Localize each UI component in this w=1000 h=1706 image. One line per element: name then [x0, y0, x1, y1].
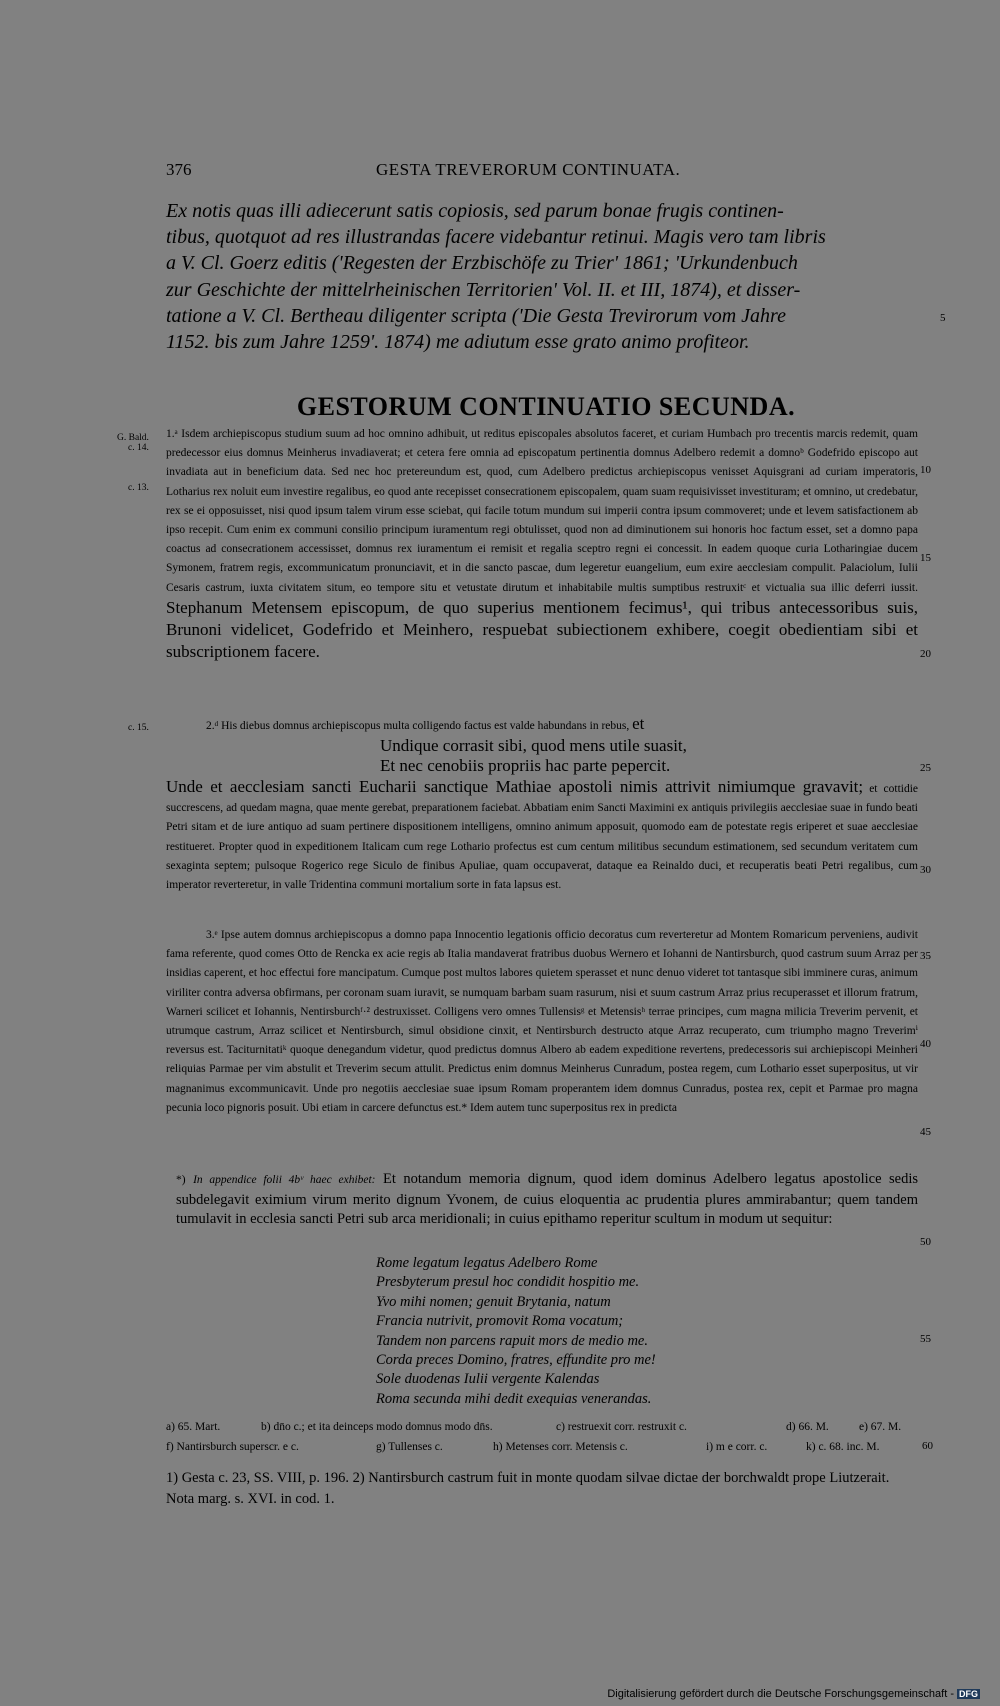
para1-large-text: Stephanum Metensem episcopum, de quo superius mentionem fecimus¹, qui tribus antecessoribus suis, Brunoni videlicet, Godefrido et Meinhero, respuebat subiectionem exhibere, coegit obedientiam sibi et subscriptionem facere.: [166, 597, 918, 662]
epitaph-line: Francia nutrivit, promovit Roma vocatum;: [376, 1313, 624, 1330]
epitaph-line: Rome legatum legatus Adelbero Rome: [376, 1255, 598, 1271]
epitaph-line: Presbyterum presul hoc condidit hospitio me.: [376, 1274, 640, 1291]
verse-line: Undique corrasit sibi, quod mens utile suasit,: [380, 736, 687, 755]
variant-note: f) Nantirsburch superscr. e c.: [166, 1440, 299, 1453]
credit-text: Digitalisierung gefördert durch die Deutsche Forschungsgemeinschaft -: [607, 1688, 954, 1700]
variant-note: g) Tullenses c.: [376, 1440, 443, 1453]
epitaph-verse: [376, 1254, 656, 1409]
line-number: 5: [940, 312, 946, 324]
line-number: 60: [922, 1440, 933, 1452]
line-number: 35: [920, 950, 931, 962]
variant-notes: [166, 1418, 920, 1457]
section-title: GESTORUM CONTINUATIO SECUNDA.: [296, 392, 796, 421]
page-number: 376: [166, 160, 192, 179]
side-ref: c. 15.: [128, 723, 149, 733]
paragraph-2-body: [166, 777, 918, 895]
line-number: 45: [920, 1126, 931, 1138]
digitization-credit: [607, 1688, 980, 1700]
variant-note: a) 65. Mart.: [166, 1421, 221, 1433]
variant-note: i) m e corr. c.: [706, 1440, 768, 1453]
side-ref: c. 14.: [128, 443, 149, 453]
side-ref: c. 13.: [128, 483, 149, 493]
line-number: 20: [920, 648, 931, 660]
line-number: 55: [920, 1333, 931, 1345]
notes-text: 1) Gesta c. 23, SS. VIII, p. 196. 2) Nantirsburch castrum fuit in monte quodam silvae dictae der borchwaldt prope Liutzerait. Nota marg. s. XVI. in cod. 1.: [166, 1470, 890, 1507]
epitaph-line: Sole duodenas Iulii vergente Kalendas: [376, 1371, 600, 1388]
intro-line: Ex notis quas illi adiecerunt satis copiosis, sed parum bonae frugis continen-: [166, 200, 784, 222]
para2-text: 2.ᵈ His diebus domnus archiepiscopus multa colligendo factus est valde habundans in rebus,: [206, 720, 630, 732]
verse-block: [380, 736, 687, 775]
intro-line: tatione a V. Cl. Bertheau diligenter scripta ('Die Gesta Trevirorum vom Jahre: [166, 304, 786, 327]
footnote-star: [176, 1170, 918, 1230]
variant-note: h) Metenses corr. Metensis c.: [493, 1440, 628, 1453]
footnote-text: Et notandum memoria dignum, quod idem dominus Adelbero legatus apostolice sedis subdelegavit eximium virum merito dignum Yvonem, de cuius eloquentia ac prudentia plures ammirabantur; quem tandem tumulavit in ecclesia sancti Petri sub arca meridionali; in cuius epithamo reperitur scultum in modum ut sequitur:: [176, 1171, 919, 1228]
dfg-logo: DFG: [959, 1689, 978, 1699]
paragraph-2-intro: [166, 714, 918, 736]
line-number: 30: [920, 864, 931, 876]
running-title: GESTA TREVERORUM CONTINUATA.: [376, 160, 681, 179]
paragraph-1: [166, 425, 918, 664]
epitaph-line: Yvo mihi nomen; genuit Brytania, natum: [376, 1293, 611, 1310]
para1-text: 1.ᵃ Isdem archiepiscopus studium suum ad hoc omnino adhibuit, ut reditus episcopales absolutos faceret, et curiam Humbach pro trecentis marcis redemit, quam predecessor eius domnus Meinherus invadiaverat; et cetera fere omnia ad episcopatum pertinentia domnus Adelbero redemit a domnoᵇ Godefrido episcopo aut invadiata aut in beneficium data. Sed nec hoc pretereundum est, quod, cum Adelbero predictus archiepiscopus venisset Aquisgrani ad curiam imperatoris, Lotharius rex noluit eum investire regalibus, eo quod ante recepisset consecrationem episcopalem, quam suam requisivisset investituram; et omnino, ut credebatur, rex se ei opposuisset, nisi quod ipsum talem virum esse sciebat, qui facile totum mundum sui imperii contra ipsum commoveret; unde et levem satisfactionem ab ipso recepit. Cum enim ex communi consilio principum iuramentum regi obtulisset, quod non ad diminutionem sui honoris hoc factum esset, set a domno papa coactus ad consecrationem accessisset, domnus rex iuramentum ei remisit et regalia sceptro regni ei concessit. In eadem quoque curia Lotharingiae ducem Symonem, fratrem regis, excommunicatum pronunciavit, et in die sancto pascae, dum legeretur euangelium, eum exire aecclesiam compulit. Palaciolum, Iulii Cesaris castrum, iuxta civitatem situm, eo tempore situ et vetustate dirutum et inhabitabile multis sumptibus restruxitᶜ et victualia sua illic deferri iussit.: [166, 428, 918, 594]
side-ref: G. Bald.: [117, 433, 149, 443]
intro-line: zur Geschichte der mittelrheinischen Territorien' Vol. II. et III, 1874), et disser-: [166, 278, 801, 301]
line-number: 25: [920, 762, 931, 774]
variant-note: k) c. 68. inc. M.: [806, 1440, 880, 1453]
variant-note: d) 66. M.: [786, 1421, 829, 1433]
intro-line: 1152. bis zum Jahre 1259'. 1874) me adiutum esse grato animo profiteor.: [166, 331, 750, 354]
variant-note: c) restruexit corr. restruxit c.: [556, 1421, 687, 1433]
variant-note: b) dn̄o c.; et ita deinceps modo domnus modo dn̄s.: [261, 1421, 493, 1433]
variant-note: e) 67. M.: [859, 1421, 902, 1433]
para2-et: et: [632, 714, 645, 733]
intro-line: a V. Cl. Goerz editis ('Regesten der Erzbischöfe zu Trier' 1861; 'Urkundenbuch: [166, 252, 798, 275]
epitaph-line: Corda preces Domino, fratres, effundite pro me!: [376, 1352, 656, 1369]
paragraph-3: [166, 926, 918, 1118]
para2-text-cont: et cottidie succrescens, ad quedam magna, quae mente gerebat, preparationem faciebat. Abbatiam enim Sancti Maximini ex antiquis privilegiis aecclesiae suae in fundo beati Petri sitam et de iure antiquo ad suam pertinere dispositionem intelligens, omnino animum apposuit, quomodo eam de potestate regis eriperet et suae aecclesiae restitueret. Propter quod in expeditionem Italicam cum rege Lothario profectus est cum centum militibus secundum estimationem, sed secundum veritatem cum sexaginta septem; pulsoque Rogerico rege Siculo de finibus Apuliae, quam occupaverat, dataque ea Reinaldo duci, et recuperatis beati Petri regalibus, cum imperator reverteretur, in valle Tridentina communi mortalium sorte in fata lapsus est.: [166, 783, 919, 892]
verse-line: Et nec cenobiis propriis hac parte pepercit.: [380, 755, 671, 775]
para2-large-text: Unde et aecclesiam sancti Eucharii sanctique Mathiae apostoli nimis attrivit nimiumque gravavit;: [166, 777, 864, 796]
epitaph-line: Tandem non parcens rapuit mors de medio me.: [376, 1332, 648, 1349]
footnote-lead: In appendice folii 4bᵛ haec exhibet:: [193, 1174, 376, 1186]
footnote-marker: *): [176, 1174, 186, 1186]
page-header: [166, 160, 920, 186]
line-number: 15: [920, 552, 931, 564]
line-number: 10: [920, 464, 931, 476]
line-number: 40: [920, 1038, 931, 1050]
intro-line: tibus, quotquot ad res illustrandas facere videbantur retinui. Magis vero tam libris: [166, 226, 826, 249]
para3-text: 3.ᵉ Ipse autem domnus archiepiscopus a domno papa Innocentio legationis officio decoratus cum reverteretur ad Montem Romaricum perveniens, audivit fama referente, quod comes Otto de Rencka ex acie regis ab Italia mandaverat fratribus duobus Wernero et Iohanni de Nantirsburch, quod castrum suum Arraz per insidias caperent, et hoc effectui fore mancipatum. Cumque post multos labores quietem sperasset et nunc denuo videret tot tantasque sibi imminere curas, animum viriliter contra adversa obfirmans, per coronam suam iuravit, se numquam barbam suam rasurum, nisi et suum castrum Arraz prius recuperasset et illorum fratrum, Warneri scilicet et Iohannis, Nentirsburchᶠ·² destruxisset. Colligens vero omnes Tullensisᵍ et Metensisʰ terrae principes, cum magna milicia Treverim pervenit, et utrumque castrum, Arraz scilicet et Nentirsburch, simul obsidione cinxit, et Nentirsburch destructo atque Arraz recuperato, cum triumpho magno Treverimⁱ reversus est. Taciturnitatiᵏ quoque denegandum videtur, quod predictus domnus Albero ab eadem expeditione revertens, predecessoris sui archiepiscopi Meinheri reliquias Parmae per vim abstulit et Treverim secum attulit. Predictus enim domnus Meinherus Cunradum, postea regem, cum Lothario esset superpositus, ut vir magnanimus excommunicavit. Unde pro negotiis aecclesiae suae ipsum Romam properantem idem domnus Cunradus, postea rex, cepit et Parmae pro magna pecunia loco pignoris posuit. Ubi etiam in carcere defunctus est.* Idem autem tunc superpositus rex in predicta: [166, 929, 918, 1114]
intro-paragraph: [166, 198, 926, 355]
epitaph-line: Roma secunda mihi dedit exequias venerandas.: [376, 1390, 652, 1407]
line-number: 50: [920, 1236, 931, 1248]
numbered-notes: [166, 1468, 918, 1510]
